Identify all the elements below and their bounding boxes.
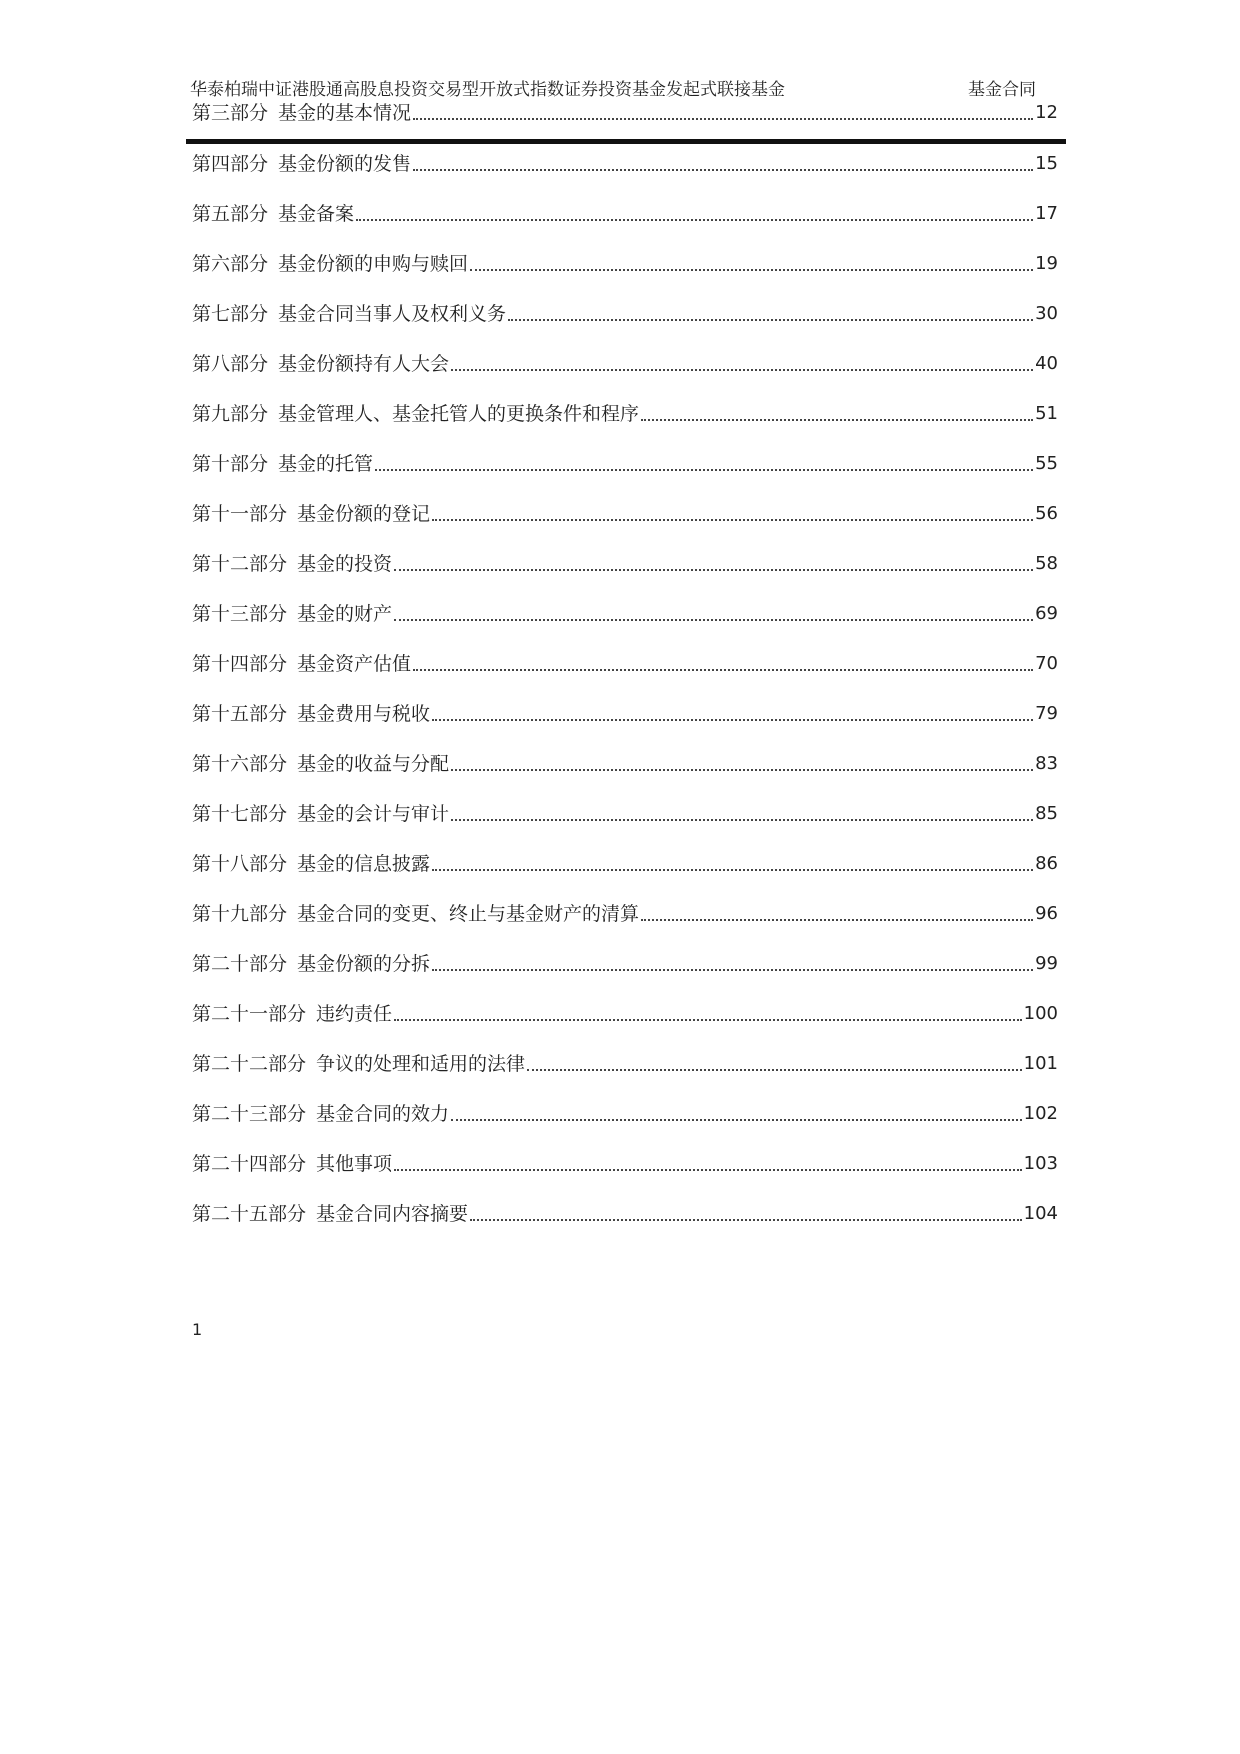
toc-entry-title — [192, 652, 411, 676]
toc-entry-title — [192, 1202, 468, 1226]
toc-dot-leader — [356, 219, 1033, 221]
toc-entry-page: 96 — [1035, 903, 1058, 924]
toc-dot-leader — [470, 269, 1033, 271]
toc-entry-name: 基金费用与税收 — [297, 703, 431, 725]
toc-entry-page: 56 — [1035, 503, 1058, 524]
toc-entry-part: 第十一部分 — [192, 503, 288, 525]
toc-entry-page: 15 — [1035, 153, 1058, 174]
toc-entry-title — [192, 1002, 392, 1026]
toc-entry-title — [192, 352, 449, 376]
toc-entry-page: 104 — [1023, 1203, 1058, 1224]
toc-entry[interactable] — [192, 298, 1058, 326]
toc-entry[interactable] — [192, 998, 1058, 1026]
toc-entry[interactable] — [192, 1198, 1058, 1226]
toc-entry[interactable] — [192, 248, 1058, 276]
toc-entry-page: 19 — [1035, 253, 1058, 274]
toc-entry-title — [192, 252, 468, 276]
toc-entry-part: 第十三部分 — [192, 603, 288, 625]
toc-entry-part: 第十部分 — [192, 453, 269, 475]
toc-entry-part: 第二十二部分 — [192, 1053, 307, 1075]
toc-dot-leader — [641, 419, 1033, 421]
toc-entry-part: 第二十五部分 — [192, 1203, 307, 1225]
toc-entry-title — [192, 101, 411, 125]
toc-entry-page: 79 — [1035, 703, 1058, 724]
toc-entry-title — [192, 402, 639, 426]
toc-entry[interactable] — [192, 898, 1058, 926]
toc-entry-name: 基金的财产 — [297, 603, 393, 625]
toc-entry-title — [192, 952, 430, 976]
toc-entry[interactable] — [192, 97, 1058, 125]
toc-entry-page: 40 — [1035, 353, 1058, 374]
toc-entry-title — [192, 1052, 525, 1076]
toc-entry-name: 基金份额的发售 — [278, 153, 412, 175]
toc-entry-page: 101 — [1023, 1053, 1058, 1074]
toc-entry-page: 102 — [1023, 1103, 1058, 1124]
toc-dot-leader — [394, 569, 1033, 571]
toc-entry-name: 争议的处理和适用的法律 — [316, 1053, 526, 1075]
toc-dot-leader — [413, 669, 1033, 671]
toc-entry-name: 基金份额的申购与赎回 — [278, 253, 469, 275]
toc-entry-name: 基金的会计与审计 — [297, 803, 450, 825]
toc-entry[interactable] — [192, 148, 1058, 176]
toc-entry-name: 基金合同内容摘要 — [316, 1203, 469, 1225]
toc-entry-title — [192, 1102, 449, 1126]
toc-entry[interactable] — [192, 948, 1058, 976]
toc-dot-leader — [451, 769, 1033, 771]
toc-entry-part: 第二十四部分 — [192, 1153, 307, 1175]
toc-dot-leader — [527, 1069, 1022, 1071]
toc-entry-title — [192, 302, 506, 326]
toc-entry-part: 第九部分 — [192, 403, 269, 425]
toc-dot-leader — [432, 719, 1033, 721]
toc-entry[interactable] — [192, 748, 1058, 776]
header-fund-name: 华泰柏瑞中证港股通高股息投资交易型开放式指数证券投资基金发起式联接基金 — [190, 80, 785, 100]
toc-entry[interactable] — [192, 1098, 1058, 1126]
toc-entry-page: 58 — [1035, 553, 1058, 574]
toc-entry-title — [192, 702, 430, 726]
toc-dot-leader — [394, 1019, 1022, 1021]
toc-dot-leader — [508, 319, 1033, 321]
toc-entry-part: 第十七部分 — [192, 803, 288, 825]
toc-entry-title — [192, 752, 449, 776]
toc-entry-name: 基金合同的效力 — [316, 1103, 450, 1125]
toc-dot-leader — [432, 869, 1033, 871]
toc-entry-name: 基金份额持有人大会 — [278, 353, 450, 375]
toc-entry[interactable] — [192, 598, 1058, 626]
toc-entry-part: 第二十三部分 — [192, 1103, 307, 1125]
toc-entry[interactable] — [192, 698, 1058, 726]
toc-entry-name: 基金份额的登记 — [297, 503, 431, 525]
toc-entry-page: 85 — [1035, 803, 1058, 824]
toc-entry-title — [192, 802, 449, 826]
toc-entry-name: 基金的收益与分配 — [297, 753, 450, 775]
toc-entry-title — [192, 152, 411, 176]
toc-entry-page: 17 — [1035, 203, 1058, 224]
toc-entry-part: 第四部分 — [192, 153, 269, 175]
toc-entry-name: 基金的基本情况 — [278, 102, 412, 124]
toc-entry[interactable] — [192, 498, 1058, 526]
toc-entry-page: 99 — [1035, 953, 1058, 974]
toc-entry-page: 69 — [1035, 603, 1058, 624]
toc-dot-leader — [413, 169, 1033, 171]
toc-entry-part: 第五部分 — [192, 203, 269, 225]
toc-entry[interactable] — [192, 648, 1058, 676]
toc-dot-leader — [394, 1169, 1022, 1171]
toc-entry-title — [192, 602, 392, 626]
toc-entry-page: 103 — [1023, 1153, 1058, 1174]
toc-entry-page: 51 — [1035, 403, 1058, 424]
toc-entry-name: 其他事项 — [316, 1153, 393, 1175]
toc-entry-name: 违约责任 — [316, 1003, 393, 1025]
toc-dot-leader — [394, 619, 1033, 621]
toc-entry-page: 55 — [1035, 453, 1058, 474]
toc-dot-leader — [375, 469, 1033, 471]
toc-entry[interactable] — [192, 1048, 1058, 1076]
toc-entry-title — [192, 902, 639, 926]
toc-dot-leader — [413, 118, 1033, 120]
header-doc-type: 基金合同 — [968, 80, 1036, 100]
toc-entry[interactable] — [192, 798, 1058, 826]
toc-entry[interactable] — [192, 548, 1058, 576]
toc-entry-page: 30 — [1035, 303, 1058, 324]
toc-entry-title — [192, 502, 430, 526]
toc-dot-leader — [641, 919, 1033, 921]
toc-entry-title — [192, 202, 354, 226]
toc-entry-name: 基金的托管 — [278, 453, 374, 475]
toc-entry-part: 第八部分 — [192, 353, 269, 375]
toc-dot-leader — [432, 519, 1033, 521]
toc-entry-page: 100 — [1023, 1003, 1058, 1024]
toc-dot-leader — [451, 1119, 1022, 1121]
toc-dot-leader — [432, 969, 1033, 971]
toc-entry-name: 基金管理人、基金托管人的更换条件和程序 — [278, 403, 640, 425]
toc-entry-page: 70 — [1035, 653, 1058, 674]
toc-dot-leader — [451, 369, 1033, 371]
page-number: 1 — [192, 1320, 203, 1339]
toc-entry-part: 第十六部分 — [192, 753, 288, 775]
toc-entry-name: 基金合同当事人及权利义务 — [278, 303, 507, 325]
toc-entry-page: 83 — [1035, 753, 1058, 774]
toc-entry[interactable] — [192, 348, 1058, 376]
toc-entry-name: 基金的投资 — [297, 553, 393, 575]
toc-entry-part: 第十二部分 — [192, 553, 288, 575]
toc-entry-name: 基金份额的分拆 — [297, 953, 431, 975]
toc-entry-part: 第十八部分 — [192, 853, 288, 875]
toc-entry-part: 第二十部分 — [192, 953, 288, 975]
toc-entry-part: 第七部分 — [192, 303, 269, 325]
toc-entry[interactable] — [192, 398, 1058, 426]
toc-entry-part: 第三部分 — [192, 102, 269, 124]
toc-entry-part: 第二十一部分 — [192, 1003, 307, 1025]
toc-entry-title — [192, 452, 373, 476]
toc-entry-name: 基金合同的变更、终止与基金财产的清算 — [297, 903, 640, 925]
toc-entry-name: 基金的信息披露 — [297, 853, 431, 875]
toc-dot-leader — [451, 819, 1033, 821]
toc-entry[interactable] — [192, 448, 1058, 476]
toc-entry-part: 第十四部分 — [192, 653, 288, 675]
toc-entry-page: 12 — [1035, 102, 1058, 123]
header-rule — [186, 139, 1066, 144]
toc-entry[interactable] — [192, 198, 1058, 226]
toc-entry-name: 基金资产估值 — [297, 653, 412, 675]
toc-entry-part: 第十五部分 — [192, 703, 288, 725]
toc-entry[interactable] — [192, 848, 1058, 876]
toc-entry[interactable] — [192, 1148, 1058, 1176]
toc-entry-part: 第六部分 — [192, 253, 269, 275]
toc-entry-title — [192, 1152, 392, 1176]
toc-entry-title — [192, 552, 392, 576]
toc-entry-name: 基金备案 — [278, 203, 355, 225]
toc-entry-title — [192, 852, 430, 876]
toc-entry-part: 第十九部分 — [192, 903, 288, 925]
toc-dot-leader — [470, 1219, 1022, 1221]
toc-entry-page: 86 — [1035, 853, 1058, 874]
